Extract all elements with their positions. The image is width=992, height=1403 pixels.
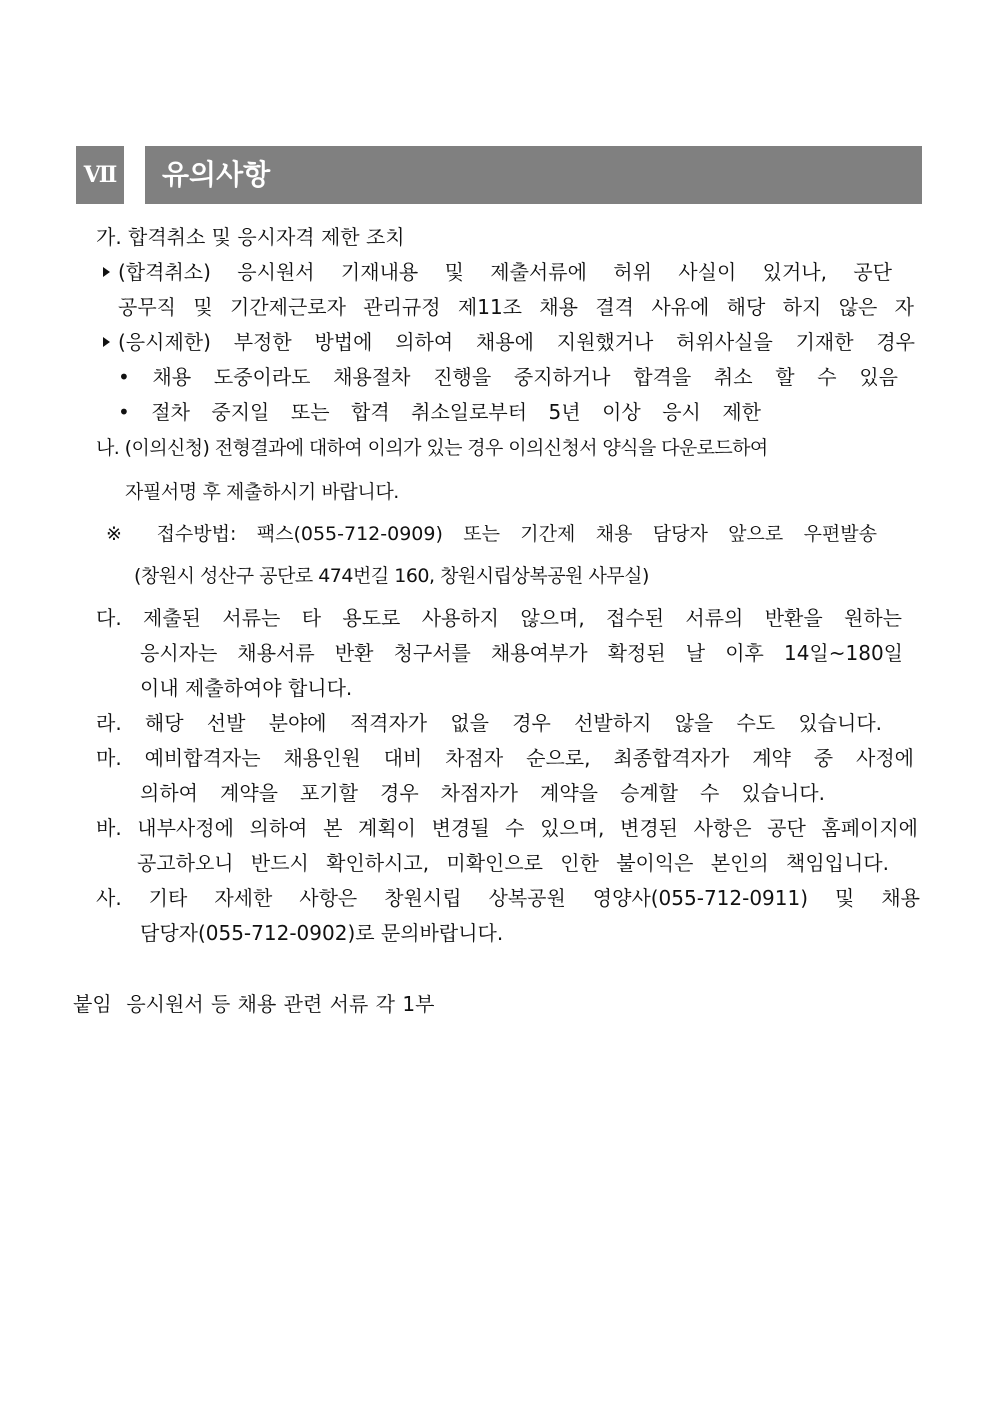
triangle-bullet-icon (103, 337, 110, 347)
section-title: 유의사항 (145, 146, 922, 204)
item-ba-line1: 바. 내부사정에 의하여 본 계획이 변경될 수 있으며, 변경된 사항은 공단 홈페이지에 (96, 816, 918, 840)
item-ga-bullet1-line2: 공무직 및 기간제근로자 관리규정 제11조 채용 결격 사유에 해당 하지 않은 자 (118, 295, 914, 319)
item-ga-dot2: • 절차 중지일 또는 합격 취소일로부터 5년 이상 응시 제한 (118, 400, 761, 424)
section-number: Ⅶ (76, 146, 124, 204)
item-na-note-method: ※ 접수방법: 팩스(055-712-0909) 또는 기간제 채용 담당자 앞으로 우편발송 (106, 523, 877, 545)
item-ma-line2: 의하여 계약을 포기할 경우 차점자가 계약을 승계할 수 있습니다. (140, 781, 825, 805)
triangle-bullet-icon (103, 267, 110, 277)
item-ra-line1: 라. 해당 선발 분야에 적격자가 없을 경우 선발하지 않을 수도 있습니다. (96, 711, 882, 735)
item-ga-dot1: • 채용 도중이라도 채용절차 진행을 중지하거나 합격을 취소 할 수 있음 (118, 365, 898, 389)
item-na-line2: 자필서명 후 제출하시기 바랍니다. (125, 481, 399, 503)
item-ba-line2: 공고하오니 반드시 확인하시고, 미확인으로 인한 불이익은 본인의 책임입니다. (137, 851, 889, 875)
item-da-line2: 응시자는 채용서류 반환 청구서를 채용여부가 확정된 날 이후 14일~180일 (140, 641, 903, 665)
section-header (76, 146, 922, 204)
attachment-note: 붙임 응시원서 등 채용 관련 서류 각 1부 (73, 992, 435, 1016)
item-ga-bullet2: (응시제한) 부정한 방법에 의하여 채용에 지원했거나 허위사실을 기재한 경우 (118, 330, 915, 354)
item-sa-line1: 사. 기타 자세한 사항은 창원시립 상복공원 영양사(055-712-0911) 및 채용 (96, 886, 920, 910)
item-na-note-address: (창원시 성산구 공단로 474번길 160, 창원시립상복공원 사무실) (134, 565, 649, 587)
item-da-line1: 다. 제출된 서류는 타 용도로 사용하지 않으며, 접수된 서류의 반환을 원하는 (96, 606, 902, 630)
item-da-line3: 이내 제출하여야 합니다. (140, 676, 353, 700)
item-na-line1: 나. (이의신청) 전형결과에 대하여 이의가 있는 경우 이의신청서 양식을 다운로드하여 (96, 437, 768, 459)
item-ga-bullet1-line1: (합격취소) 응시원서 기재내용 및 제출서류에 허위 사실이 있거나, 공단 (118, 260, 892, 284)
item-ma-line1: 마. 예비합격자는 채용인원 대비 차점자 순으로, 최종합격자가 계약 중 사정에 (96, 746, 914, 770)
item-sa-line2: 담당자(055-712-0902)로 문의바랍니다. (140, 921, 504, 945)
item-ga-title: 가. 합격취소 및 응시자격 제한 조치 (96, 225, 405, 249)
